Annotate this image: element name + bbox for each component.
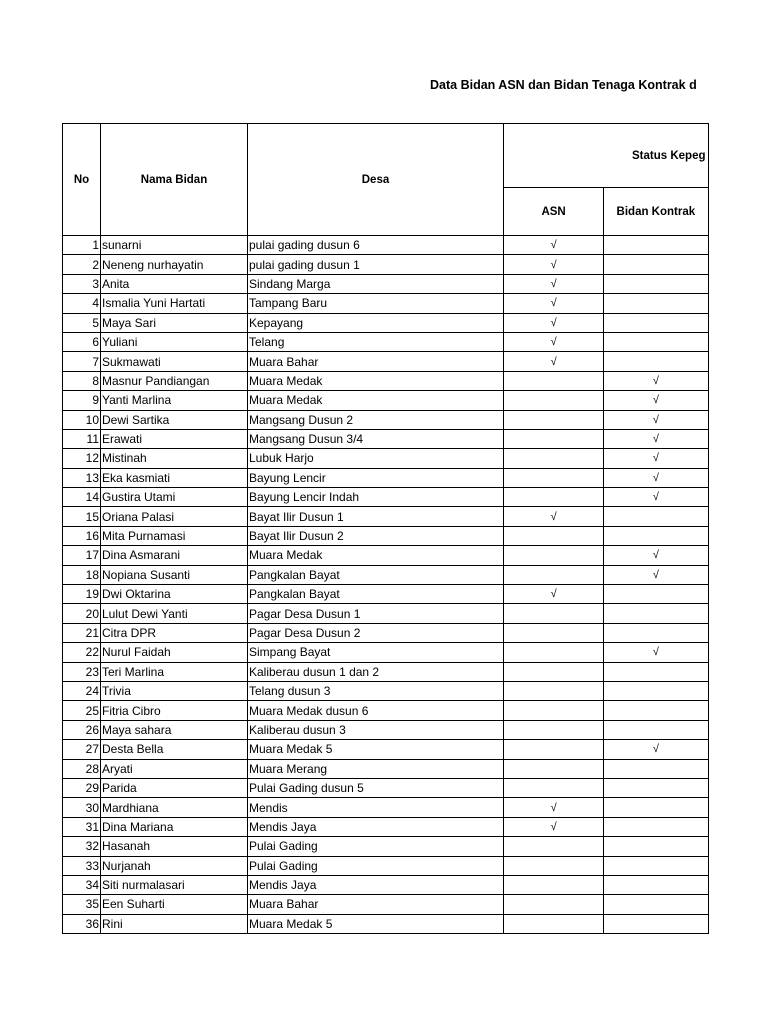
desa-cell: Lubuk Harjo bbox=[248, 449, 504, 468]
nama-bidan-cell: Dina Mariana bbox=[101, 817, 248, 836]
desa-cell: Telang dusun 3 bbox=[248, 681, 504, 700]
desa-cell: Tampang Baru bbox=[248, 294, 504, 313]
row-number-cell: 31 bbox=[63, 817, 101, 836]
asn-check-cell: √ bbox=[504, 274, 604, 293]
kontrak-check-cell bbox=[604, 875, 708, 894]
nama-bidan-cell: Fitria Cibro bbox=[101, 701, 248, 720]
nama-bidan-cell: Dewi Sartika bbox=[101, 410, 248, 429]
nama-bidan-cell: Masnur Pandiangan bbox=[101, 371, 248, 390]
desa-cell: Muara Medak dusun 6 bbox=[248, 701, 504, 720]
row-number-cell: 33 bbox=[63, 856, 101, 875]
row-number-cell: 16 bbox=[63, 526, 101, 545]
asn-check-cell bbox=[504, 837, 604, 856]
asn-check-cell: √ bbox=[504, 352, 604, 371]
row-number-cell: 3 bbox=[63, 274, 101, 293]
nama-bidan-cell: Eka kasmiati bbox=[101, 468, 248, 487]
asn-check-cell: √ bbox=[504, 798, 604, 817]
kontrak-check-cell bbox=[604, 701, 708, 720]
asn-check-cell: √ bbox=[504, 313, 604, 332]
desa-cell: Pulai Gading bbox=[248, 856, 504, 875]
kontrak-check-cell bbox=[604, 274, 708, 293]
kontrak-check-cell bbox=[604, 236, 708, 255]
table-row bbox=[63, 681, 709, 700]
row-number-cell: 18 bbox=[63, 565, 101, 584]
row-number-cell: 29 bbox=[63, 778, 101, 797]
row-number-cell: 6 bbox=[63, 332, 101, 351]
table-row bbox=[63, 391, 709, 410]
kontrak-check-cell bbox=[604, 352, 708, 371]
row-number-cell: 36 bbox=[63, 914, 101, 933]
row-number-cell: 5 bbox=[63, 313, 101, 332]
kontrak-check-cell bbox=[604, 294, 708, 313]
asn-check-cell bbox=[504, 546, 604, 565]
kontrak-check-cell bbox=[604, 895, 708, 914]
asn-check-cell bbox=[504, 391, 604, 410]
asn-check-cell bbox=[504, 429, 604, 448]
asn-check-cell bbox=[504, 623, 604, 642]
nama-bidan-cell: Ismalia Yuni Hartati bbox=[101, 294, 248, 313]
table-row bbox=[63, 585, 709, 604]
header-bidan-kontrak: Bidan Kontrak bbox=[604, 188, 708, 236]
asn-check-cell bbox=[504, 875, 604, 894]
desa-cell: Kaliberau dusun 3 bbox=[248, 720, 504, 739]
desa-cell: Kaliberau dusun 1 dan 2 bbox=[248, 662, 504, 681]
desa-cell: Muara Medak bbox=[248, 371, 504, 390]
kontrak-check-cell bbox=[604, 526, 708, 545]
asn-check-cell: √ bbox=[504, 332, 604, 351]
kontrak-check-cell: √ bbox=[604, 429, 708, 448]
kontrak-check-cell: √ bbox=[604, 740, 708, 759]
row-number-cell: 13 bbox=[63, 468, 101, 487]
desa-cell: Muara Medak bbox=[248, 546, 504, 565]
desa-cell: Mangsang Dusun 2 bbox=[248, 410, 504, 429]
table-row bbox=[63, 313, 709, 332]
desa-cell: Pulai Gading bbox=[248, 837, 504, 856]
asn-check-cell bbox=[504, 895, 604, 914]
asn-check-cell bbox=[504, 449, 604, 468]
nama-bidan-cell: Aryati bbox=[101, 759, 248, 778]
desa-cell: Telang bbox=[248, 332, 504, 351]
header-nama-bidan: Nama Bidan bbox=[101, 124, 248, 236]
kontrak-check-cell bbox=[604, 681, 708, 700]
row-number-cell: 35 bbox=[63, 895, 101, 914]
kontrak-check-cell bbox=[604, 255, 708, 274]
kontrak-check-cell: √ bbox=[604, 468, 708, 487]
row-number-cell: 30 bbox=[63, 798, 101, 817]
desa-cell: Pangkalan Bayat bbox=[248, 585, 504, 604]
kontrak-check-cell bbox=[604, 623, 708, 642]
row-number-cell: 24 bbox=[63, 681, 101, 700]
row-number-cell: 1 bbox=[63, 236, 101, 255]
row-number-cell: 26 bbox=[63, 720, 101, 739]
table-row bbox=[63, 837, 709, 856]
nama-bidan-cell: Hasanah bbox=[101, 837, 248, 856]
nama-bidan-cell: Anita bbox=[101, 274, 248, 293]
table-row bbox=[63, 449, 709, 468]
asn-check-cell: √ bbox=[504, 294, 604, 313]
kontrak-check-cell bbox=[604, 662, 708, 681]
asn-check-cell bbox=[504, 856, 604, 875]
nama-bidan-cell: Neneng nurhayatin bbox=[101, 255, 248, 274]
table-row bbox=[63, 332, 709, 351]
desa-cell: Muara Medak 5 bbox=[248, 740, 504, 759]
kontrak-check-cell: √ bbox=[604, 391, 708, 410]
desa-cell: Pagar Desa Dusun 2 bbox=[248, 623, 504, 642]
kontrak-check-cell bbox=[604, 798, 708, 817]
desa-cell: pulai gading dusun 6 bbox=[248, 236, 504, 255]
nama-bidan-cell: Een Suharti bbox=[101, 895, 248, 914]
asn-check-cell: √ bbox=[504, 817, 604, 836]
asn-check-cell bbox=[504, 488, 604, 507]
asn-check-cell: √ bbox=[504, 236, 604, 255]
nama-bidan-cell: Maya sahara bbox=[101, 720, 248, 739]
asn-check-cell bbox=[504, 720, 604, 739]
table-row bbox=[63, 507, 709, 526]
row-number-cell: 19 bbox=[63, 585, 101, 604]
row-number-cell: 22 bbox=[63, 643, 101, 662]
nama-bidan-cell: Rini bbox=[101, 914, 248, 933]
nama-bidan-cell: Maya Sari bbox=[101, 313, 248, 332]
header-status-kepegawaian: Status Kepeg bbox=[504, 124, 709, 188]
table-row bbox=[63, 623, 709, 642]
desa-cell: pulai gading dusun 1 bbox=[248, 255, 504, 274]
desa-cell: Mendis bbox=[248, 798, 504, 817]
kontrak-check-cell bbox=[604, 778, 708, 797]
row-number-cell: 2 bbox=[63, 255, 101, 274]
table-row bbox=[63, 488, 709, 507]
kontrak-check-cell: √ bbox=[604, 371, 708, 390]
asn-check-cell: √ bbox=[504, 507, 604, 526]
table-row bbox=[63, 236, 709, 255]
table-row bbox=[63, 643, 709, 662]
nama-bidan-cell: Oriana Palasi bbox=[101, 507, 248, 526]
nama-bidan-cell: Siti nurmalasari bbox=[101, 875, 248, 894]
nama-bidan-cell: Mita Purnamasi bbox=[101, 526, 248, 545]
row-number-cell: 7 bbox=[63, 352, 101, 371]
asn-check-cell bbox=[504, 468, 604, 487]
nama-bidan-cell: Gustira Utami bbox=[101, 488, 248, 507]
nama-bidan-cell: Erawati bbox=[101, 429, 248, 448]
table-row bbox=[63, 526, 709, 545]
kontrak-check-cell bbox=[604, 759, 708, 778]
asn-check-cell bbox=[504, 410, 604, 429]
desa-cell: Bayung Lencir Indah bbox=[248, 488, 504, 507]
header-desa: Desa bbox=[248, 124, 504, 236]
kontrak-check-cell bbox=[604, 604, 708, 623]
asn-check-cell bbox=[504, 371, 604, 390]
row-number-cell: 23 bbox=[63, 662, 101, 681]
asn-check-cell bbox=[504, 526, 604, 545]
kontrak-check-cell bbox=[604, 914, 708, 933]
nama-bidan-cell: Parida bbox=[101, 778, 248, 797]
nama-bidan-cell: Nopiana Susanti bbox=[101, 565, 248, 584]
table-row bbox=[63, 662, 709, 681]
table-row bbox=[63, 546, 709, 565]
kontrak-check-cell: √ bbox=[604, 546, 708, 565]
desa-cell: Pagar Desa Dusun 1 bbox=[248, 604, 504, 623]
table-row bbox=[63, 604, 709, 623]
table-row bbox=[63, 701, 709, 720]
row-number-cell: 14 bbox=[63, 488, 101, 507]
row-number-cell: 25 bbox=[63, 701, 101, 720]
table-row bbox=[63, 352, 709, 371]
table-row bbox=[63, 895, 709, 914]
table-row bbox=[63, 274, 709, 293]
table-body bbox=[63, 236, 709, 934]
desa-cell: Muara Medak 5 bbox=[248, 914, 504, 933]
row-number-cell: 8 bbox=[63, 371, 101, 390]
asn-check-cell bbox=[504, 681, 604, 700]
row-number-cell: 20 bbox=[63, 604, 101, 623]
kontrak-check-cell: √ bbox=[604, 565, 708, 584]
row-number-cell: 28 bbox=[63, 759, 101, 778]
kontrak-check-cell: √ bbox=[604, 410, 708, 429]
asn-check-cell bbox=[504, 662, 604, 681]
table-row bbox=[63, 429, 709, 448]
asn-check-cell bbox=[504, 914, 604, 933]
table-row bbox=[63, 468, 709, 487]
desa-cell: Pulai Gading dusun 5 bbox=[248, 778, 504, 797]
desa-cell: Pangkalan Bayat bbox=[248, 565, 504, 584]
desa-cell: Muara Bahar bbox=[248, 895, 504, 914]
desa-cell: Sindang Marga bbox=[248, 274, 504, 293]
table-row bbox=[63, 255, 709, 274]
nama-bidan-cell: Citra DPR bbox=[101, 623, 248, 642]
kontrak-check-cell bbox=[604, 837, 708, 856]
table-row bbox=[63, 410, 709, 429]
nama-bidan-cell: Nurjanah bbox=[101, 856, 248, 875]
kontrak-check-cell: √ bbox=[604, 643, 708, 662]
kontrak-check-cell: √ bbox=[604, 449, 708, 468]
desa-cell: Muara Medak bbox=[248, 391, 504, 410]
asn-check-cell bbox=[504, 778, 604, 797]
nama-bidan-cell: Mistinah bbox=[101, 449, 248, 468]
table-row bbox=[63, 856, 709, 875]
row-number-cell: 32 bbox=[63, 837, 101, 856]
nama-bidan-cell: Dwi Oktarina bbox=[101, 585, 248, 604]
asn-check-cell: √ bbox=[504, 255, 604, 274]
desa-cell: Mendis Jaya bbox=[248, 817, 504, 836]
asn-check-cell bbox=[504, 740, 604, 759]
row-number-cell: 11 bbox=[63, 429, 101, 448]
desa-cell: Bayat Ilir Dusun 2 bbox=[248, 526, 504, 545]
desa-cell: Mendis Jaya bbox=[248, 875, 504, 894]
nama-bidan-cell: sunarni bbox=[101, 236, 248, 255]
table-row bbox=[63, 565, 709, 584]
nama-bidan-cell: Trivia bbox=[101, 681, 248, 700]
asn-check-cell bbox=[504, 643, 604, 662]
asn-check-cell bbox=[504, 701, 604, 720]
table-row bbox=[63, 720, 709, 739]
row-number-cell: 27 bbox=[63, 740, 101, 759]
kontrak-check-cell: √ bbox=[604, 488, 708, 507]
desa-cell: Muara Bahar bbox=[248, 352, 504, 371]
nama-bidan-cell: Yanti Marlina bbox=[101, 391, 248, 410]
row-number-cell: 21 bbox=[63, 623, 101, 642]
table-row bbox=[63, 778, 709, 797]
nama-bidan-cell: Teri Marlina bbox=[101, 662, 248, 681]
table-row bbox=[63, 740, 709, 759]
desa-cell: Bayat Ilir Dusun 1 bbox=[248, 507, 504, 526]
row-number-cell: 9 bbox=[63, 391, 101, 410]
row-number-cell: 10 bbox=[63, 410, 101, 429]
asn-check-cell bbox=[504, 759, 604, 778]
nama-bidan-cell: Lulut Dewi Yanti bbox=[101, 604, 248, 623]
header-asn: ASN bbox=[504, 188, 604, 236]
table-row bbox=[63, 759, 709, 778]
asn-check-cell: √ bbox=[504, 585, 604, 604]
row-number-cell: 34 bbox=[63, 875, 101, 894]
table-row bbox=[63, 371, 709, 390]
row-number-cell: 15 bbox=[63, 507, 101, 526]
table-row bbox=[63, 817, 709, 836]
kontrak-check-cell bbox=[604, 856, 708, 875]
kontrak-check-cell bbox=[604, 313, 708, 332]
row-number-cell: 4 bbox=[63, 294, 101, 313]
asn-check-cell bbox=[504, 565, 604, 584]
kontrak-check-cell bbox=[604, 720, 708, 739]
row-number-cell: 12 bbox=[63, 449, 101, 468]
nama-bidan-cell: Desta Bella bbox=[101, 740, 248, 759]
table-row bbox=[63, 294, 709, 313]
nama-bidan-cell: Sukmawati bbox=[101, 352, 248, 371]
desa-cell: Mangsang Dusun 3/4 bbox=[248, 429, 504, 448]
kontrak-check-cell bbox=[604, 817, 708, 836]
desa-cell: Bayung Lencir bbox=[248, 468, 504, 487]
desa-cell: Simpang Bayat bbox=[248, 643, 504, 662]
table-row bbox=[63, 914, 709, 933]
row-number-cell: 17 bbox=[63, 546, 101, 565]
nama-bidan-cell: Dina Asmarani bbox=[101, 546, 248, 565]
bidan-table bbox=[62, 123, 709, 934]
kontrak-check-cell bbox=[604, 585, 708, 604]
desa-cell: Muara Merang bbox=[248, 759, 504, 778]
asn-check-cell bbox=[504, 604, 604, 623]
kontrak-check-cell bbox=[604, 332, 708, 351]
table-row bbox=[63, 875, 709, 894]
header-no: No bbox=[63, 124, 101, 236]
nama-bidan-cell: Mardhiana bbox=[101, 798, 248, 817]
nama-bidan-cell: Yuliani bbox=[101, 332, 248, 351]
table-row bbox=[63, 798, 709, 817]
nama-bidan-cell: Nurul Faidah bbox=[101, 643, 248, 662]
kontrak-check-cell bbox=[604, 507, 708, 526]
document-title: Data Bidan ASN dan Bidan Tenaga Kontrak d bbox=[430, 78, 697, 92]
desa-cell: Kepayang bbox=[248, 313, 504, 332]
